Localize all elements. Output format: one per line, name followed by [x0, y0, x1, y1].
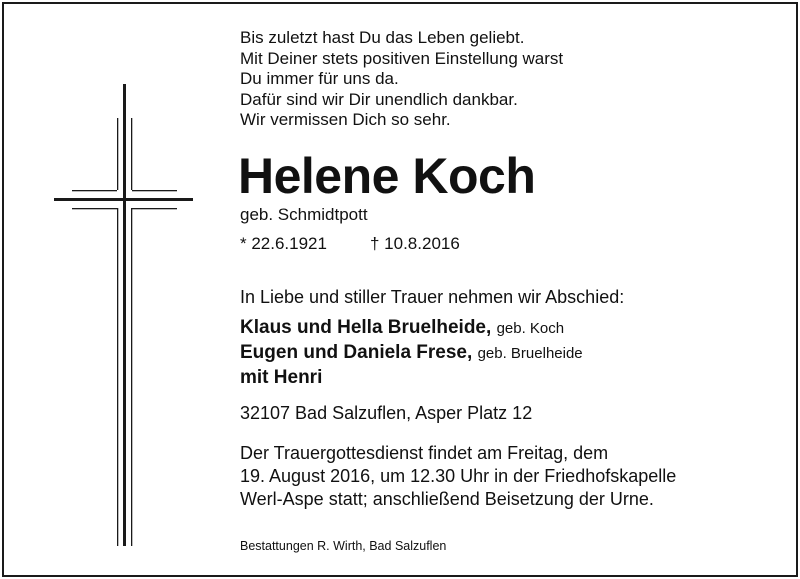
poem [240, 28, 563, 131]
mourner-item [240, 366, 583, 390]
mourner-name: Klaus und Hella Bruelheide, [240, 317, 492, 338]
poem-line: Dafür sind wir Dir unendlich dankbar. [240, 89, 518, 109]
born-name: geb. Schmidtpott [240, 205, 368, 224]
mourner-item [240, 316, 583, 341]
mourner-name: Eugen und Daniela Frese, [240, 342, 473, 363]
poem-line: Du immer für uns da. [240, 69, 399, 88]
birth-date: * 22.6.1921 [240, 234, 327, 253]
service-info [240, 442, 676, 511]
service-line: Werl-Aspe statt; anschließend Beisetzung der Urne. [240, 489, 654, 509]
mourners-list [240, 316, 583, 390]
poem-line: Wir vermissen Dich so sehr. [240, 110, 451, 129]
mourner-item [240, 341, 583, 366]
service-line: Der Trauergottesdienst findet am Freitag, dem [240, 443, 609, 463]
mourner-name: mit Henri [240, 367, 323, 388]
service-line: 19. August 2016, um 12.30 Uhr in der Friedhofskapelle [240, 466, 677, 486]
deceased-name: Helene Koch [238, 148, 536, 204]
mourner-note: geb. Bruelheide [477, 345, 583, 362]
undertaker: Bestattungen R. Wirth, Bad Salzuflen [240, 539, 447, 553]
life-dates [240, 234, 460, 254]
death-date: † 10.8.2016 [370, 234, 460, 253]
farewell-text: In Liebe und stiller Trauer nehmen wir Abschied: [240, 287, 625, 307]
mourner-note: geb. Koch [496, 320, 565, 337]
poem-line: Mit Deiner stets positiven Einstellung warst [240, 48, 564, 68]
address: 32107 Bad Salzuflen, Asper Platz 12 [240, 403, 533, 423]
poem-line: Bis zuletzt hast Du das Leben geliebt. [240, 28, 525, 47]
